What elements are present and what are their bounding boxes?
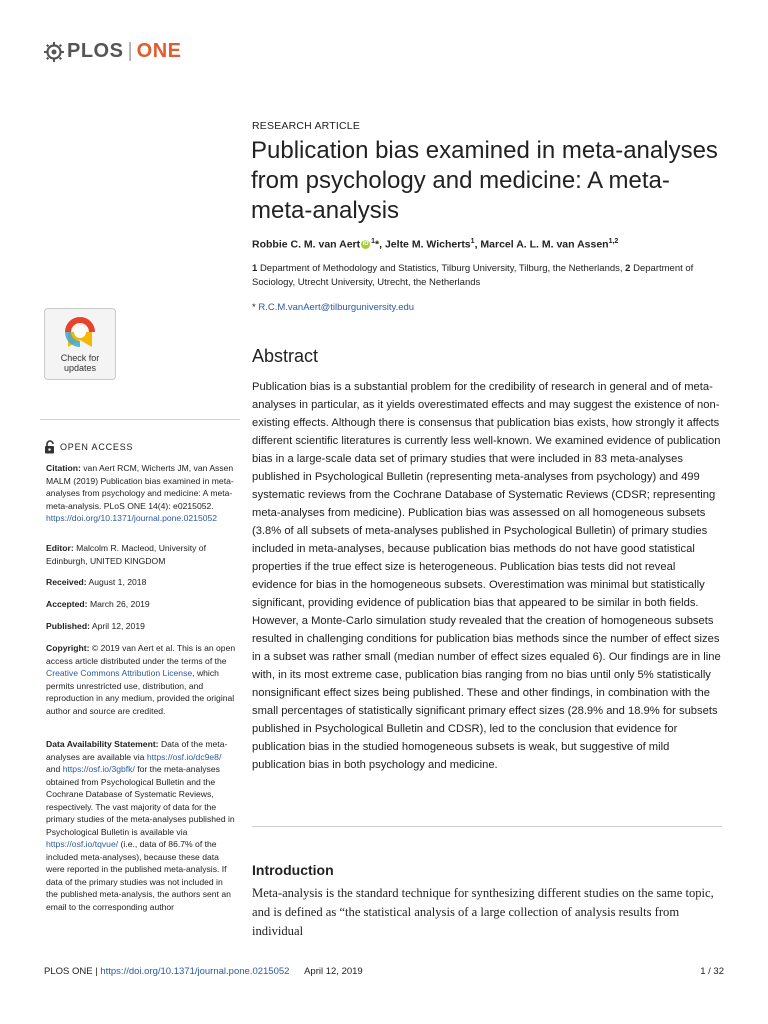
corresponding-email	[252, 302, 414, 313]
affiliation-ref: 1	[371, 238, 376, 245]
journal-logo[interactable]	[44, 40, 182, 63]
received-date: August 1, 2018	[88, 577, 147, 587]
check-updates-line: updates	[63, 363, 97, 373]
orcid-icon[interactable]: iD	[362, 241, 369, 248]
logo-separator: |	[127, 40, 133, 62]
open-access-text: OPEN ACCESS	[60, 442, 134, 452]
check-updates-line: Check for	[60, 353, 100, 363]
author-name[interactable]: Jelte M. Wicherts	[384, 238, 471, 251]
published-date: April 12, 2019	[91, 621, 145, 631]
introduction-heading: Introduction	[252, 862, 334, 878]
published-label: Published:	[46, 621, 90, 631]
logo-text-plos: PLOS	[67, 40, 124, 62]
corresponding-marker: *	[375, 238, 380, 251]
open-access-label	[44, 440, 133, 454]
accepted-date: March 26, 2019	[89, 599, 150, 609]
article-title: Publication bias examined in meta-analyses from psychology and medicine: A meta-meta-analysis	[251, 137, 718, 224]
author-list	[252, 238, 618, 251]
open-lock-icon	[44, 440, 55, 454]
introduction-body: Meta-analysis is the standard technique for synthesizing different studies on the same topic, and is defined as “the statistical analysis of a large collection of analysis results from individual	[252, 886, 714, 938]
author-separator: ,	[474, 238, 481, 251]
published-block	[46, 620, 236, 633]
data-link[interactable]: https://osf.io/dc9e8/	[146, 751, 222, 762]
citation-block	[46, 462, 236, 525]
editor-label: Editor:	[46, 543, 74, 553]
copyright-text: © 2019 van Aert et al. This is an open access article distributed under the terms of the	[46, 643, 236, 666]
data-availability-text: and	[46, 764, 61, 774]
citation-doi-link[interactable]: https://doi.org/10.1371/journal.pone.0215052	[46, 513, 218, 523]
article-type: RESEARCH ARTICLE	[252, 120, 361, 132]
author-name[interactable]: Robbie C. M. van Aert	[252, 238, 361, 251]
page-number: 1 / 32	[700, 966, 724, 977]
author-name[interactable]: Marcel A. L. M. van Assen	[480, 238, 609, 251]
affiliation-ref: 1	[470, 238, 475, 245]
abstract-heading: Abstract	[252, 346, 319, 366]
accepted-label: Accepted:	[46, 599, 88, 609]
section-divider	[252, 826, 722, 827]
affiliation-number: 2	[625, 263, 631, 274]
copyright-block	[46, 642, 236, 717]
accepted-block	[46, 598, 236, 611]
data-link[interactable]: https://osf.io/tqvue/	[46, 839, 119, 849]
copyright-label: Copyright:	[46, 643, 90, 653]
editor-block	[46, 542, 236, 567]
data-availability-text: for the meta-analyses obtained from Psychological Bulletin and the Cochrane Database of Systematic Reviews, respectively. The vast majority of data for the primary studies of the meta-analyses published in Psychological Bulletin is available via	[46, 764, 235, 837]
page-footer	[44, 966, 363, 977]
data-link[interactable]: https://osf.io/3gbfk/	[62, 764, 135, 774]
email-link[interactable]: R.C.M.vanAert@tilburguniversity.edu	[258, 302, 415, 313]
crossmark-icon	[61, 313, 99, 353]
author-separator: ,	[379, 238, 385, 251]
citation-label: Citation:	[46, 463, 81, 473]
editor-text: Malcolm R. Macleod, University of Edinburgh, UNITED KINGDOM	[46, 543, 206, 566]
license-link[interactable]: Creative Commons Attribution License	[46, 668, 193, 678]
data-availability-text: (i.e., data of 86.7% of the included meta-analyses), because these data were reported in the published meta-analysis. If data of the primary studies was not included in the published meta-analysis, the authors sent an email to the corresponding author	[46, 839, 231, 912]
citation-text: van Aert RCM, Wicherts JM, van Assen MALM (2019) Publication bias examined in meta-analyses from psychology and medicine: A meta-meta-analysis. PLoS ONE 14(4): e0215052.	[46, 463, 234, 511]
plos-logo-icon	[44, 42, 64, 62]
footer-journal: PLOS ONE	[44, 966, 93, 977]
sidebar-divider	[40, 419, 240, 420]
abstract-body: Publication bias is a substantial problem for the credibility of research in general and of meta-analyses in particular, as it yields overestimated effects and may suggest the existence of non-existing effects. Although there is consensus that publication bias exists, how strongly it affects different scientific literatures is currently less well-known. We examined evidence of publication bias in a large-scale data set of primary studies that were included in 83 meta-analyses published in Psychological Bulletin (representing meta-analyses from psychology) and 499 systematic reviews from the Cochrane Database of Systematic Reviews (CDSR; representing meta-analyses from medicine). Publication bias was assessed on all homogeneous subsets (3.8% of all subsets of meta-analyses published in Psychological Bulletin) of primary studies included in meta-analyses, because publication bias methods do not have good statistical properties if the true effect size is heterogeneous. Publication bias tests did not reveal evidence for bias in the homogeneous subsets. Overestimation was minimal but statistically significant, providing evidence of publication bias that appeared to be similar in both fields. However, a Monte-Carlo simulation study revealed that the creation of homogeneous subsets resulted in challenging conditions for publication bias methods since the number of effect sizes in a subset was rather small (median number of effect sizes equaled 6). Our findings are in line with, in its most extreme case, publication bias ranging from no bias until only 5% statistically nonsignificant effect sizes being published. These and other findings, in combination with the small percentages of statistically significant primary effect sizes (28.9% and 18.9% for subsets published in Psychological Bulletin and CDSR), led to the conclusion that evidence for publication bias in the studied homogeneous subsets is weak, but suggestive of mild publication bias in both psychology and medicine.	[252, 381, 721, 771]
data-availability-block	[46, 738, 236, 913]
affiliation-number: 1	[252, 263, 258, 274]
check-for-updates-badge[interactable]	[44, 308, 116, 380]
copyright-text: , which permits unrestricted use, distribution, and reproduction in any medium, provided the original author and source are credited.	[46, 668, 235, 716]
received-block	[46, 576, 236, 589]
affiliations	[252, 262, 722, 290]
footer-doi-link[interactable]: https://doi.org/10.1371/journal.pone.0215052	[100, 966, 290, 977]
footer-date: April 12, 2019	[304, 966, 363, 977]
data-availability-text: Data of the meta-analyses are available via	[46, 739, 228, 762]
footer-separator: |	[92, 966, 101, 977]
affiliation-ref: 1,2	[608, 238, 619, 245]
email-star: *	[252, 302, 256, 313]
data-availability-label: Data Availability Statement:	[46, 739, 159, 749]
affiliation-text: Department of Methodology and Statistics, Tilburg University, Tilburg, the Netherlands,	[259, 263, 623, 274]
logo-text-one: ONE	[136, 40, 182, 62]
received-label: Received:	[46, 577, 87, 587]
affiliation-text: Department of Sociology, Utrecht University, Utrecht, the Netherlands	[252, 263, 694, 288]
